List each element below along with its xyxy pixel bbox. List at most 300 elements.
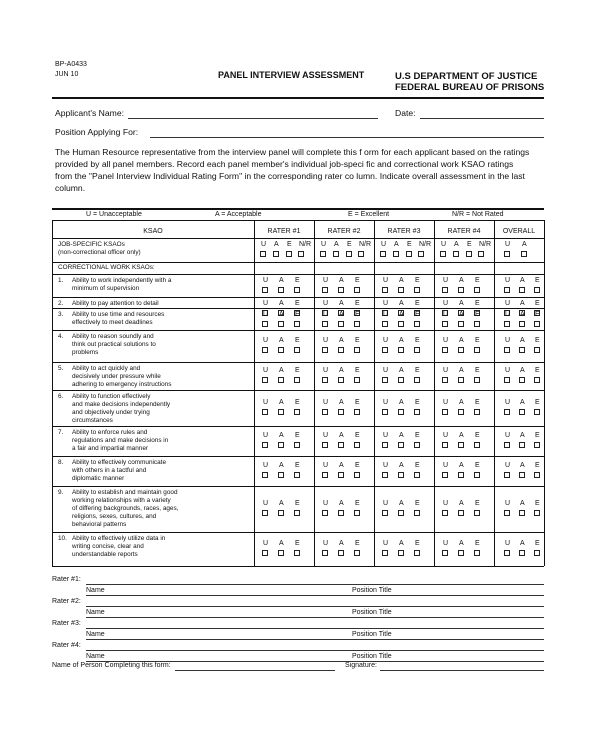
- signature-field[interactable]: [380, 670, 544, 671]
- ksao-text: Ability to use time and resources: [72, 311, 165, 318]
- rater1-e-checkbox[interactable]: [294, 287, 300, 293]
- rating-letter-a: A: [339, 311, 344, 318]
- rating-letter-a: A: [394, 241, 399, 248]
- rater1-a-checkbox[interactable]: [278, 510, 284, 516]
- rater4-u-checkbox[interactable]: [442, 409, 448, 415]
- rating-letter-a: A: [459, 337, 464, 344]
- legend-not-rated: N/R = Not Rated: [452, 211, 504, 218]
- rating-letter-e: E: [295, 367, 300, 374]
- rating-letter-a: A: [454, 241, 459, 248]
- rater3-a-checkbox[interactable]: [398, 510, 404, 516]
- overall-u-checkbox[interactable]: [504, 251, 510, 257]
- rating-letter-a: A: [339, 367, 344, 374]
- rating-letter-e: E: [535, 540, 540, 547]
- rating-letter-u: U: [443, 300, 449, 307]
- rater4-a-checkbox[interactable]: [453, 251, 459, 257]
- rater1-e-checkbox[interactable]: [294, 347, 300, 353]
- rater1-u-checkbox[interactable]: [262, 550, 268, 556]
- rater3-a-checkbox[interactable]: [398, 442, 404, 448]
- rater1-u-checkbox[interactable]: [262, 287, 268, 293]
- rater3-u-checkbox[interactable]: [382, 442, 388, 448]
- header-ksao: KSAO: [143, 228, 163, 235]
- rater4-a-checkbox[interactable]: [458, 287, 464, 293]
- rating-letter-e: E: [355, 462, 360, 469]
- rater1-e-checkbox[interactable]: [294, 442, 300, 448]
- rating-letter-u: U: [383, 337, 389, 344]
- rater2-e-checkbox[interactable]: [354, 550, 360, 556]
- rater4-a-checkbox[interactable]: [458, 472, 464, 478]
- rater2-a-checkbox[interactable]: [338, 321, 344, 327]
- rater3-a-checkbox[interactable]: [393, 251, 399, 257]
- rater4-a-checkbox[interactable]: [458, 321, 464, 327]
- rating-letter-a: A: [279, 311, 284, 318]
- rater4-e-checkbox[interactable]: [474, 347, 480, 353]
- overall-u-checkbox[interactable]: [504, 472, 510, 478]
- rater3-u-checkbox[interactable]: [382, 409, 388, 415]
- rating-letter-a: A: [399, 300, 404, 307]
- rater-name-line[interactable]: [86, 595, 544, 596]
- rater1-a-checkbox[interactable]: [278, 550, 284, 556]
- rater4-u-checkbox[interactable]: [442, 287, 448, 293]
- rater2-nr-checkbox[interactable]: [358, 251, 364, 257]
- rating-letter-u: U: [383, 277, 389, 284]
- overall-a-checkbox[interactable]: [519, 472, 525, 478]
- rater-signature-line[interactable]: [86, 584, 544, 585]
- overall-u-checkbox[interactable]: [504, 510, 510, 516]
- rater3-u-checkbox[interactable]: [382, 321, 388, 327]
- form-date: JUN 10: [55, 71, 79, 78]
- table-rule: [52, 220, 544, 221]
- overall-a-checkbox[interactable]: [519, 550, 525, 556]
- rating-letter-e: E: [295, 462, 300, 469]
- rating-letter-e: E: [415, 500, 420, 507]
- rater2-u-checkbox[interactable]: [322, 347, 328, 353]
- rating-letter-e: E: [355, 337, 360, 344]
- rater2-a-checkbox[interactable]: [338, 510, 344, 516]
- rater2-a-checkbox[interactable]: [338, 409, 344, 415]
- rater2-a-checkbox[interactable]: [338, 287, 344, 293]
- rater1-u-checkbox[interactable]: [262, 321, 268, 327]
- rating-letter-e: E: [355, 399, 360, 406]
- rater2-u-checkbox[interactable]: [322, 287, 328, 293]
- rater3-nr-checkbox[interactable]: [418, 251, 424, 257]
- rating-letter-e: E: [355, 300, 360, 307]
- rater4-u-checkbox[interactable]: [440, 251, 446, 257]
- rater3-u-checkbox[interactable]: [382, 472, 388, 478]
- overall-e-checkbox[interactable]: [534, 287, 540, 293]
- rater3-e-checkbox[interactable]: [414, 377, 420, 383]
- ksao-number: 6.: [58, 393, 64, 400]
- rater2-a-checkbox[interactable]: [333, 251, 339, 257]
- rating-letter-e: E: [295, 311, 300, 318]
- rater1-u-checkbox[interactable]: [262, 409, 268, 415]
- applicant-name-field[interactable]: [128, 118, 378, 119]
- rater3-u-checkbox[interactable]: [382, 377, 388, 383]
- rater1-a-checkbox[interactable]: [278, 409, 284, 415]
- rater3-a-checkbox[interactable]: [398, 347, 404, 353]
- rating-letter-e: E: [295, 300, 300, 307]
- rating-letter-e: E: [355, 311, 360, 318]
- rating-letter-u: U: [323, 367, 329, 374]
- rater1-a-checkbox[interactable]: [278, 442, 284, 448]
- rating-letter-a: A: [399, 367, 404, 374]
- rater3-e-checkbox[interactable]: [414, 510, 420, 516]
- rater3-u-checkbox[interactable]: [382, 347, 388, 353]
- table-rule: [52, 262, 544, 263]
- ksao-text: circumstances: [72, 417, 113, 424]
- rater2-e-checkbox[interactable]: [354, 347, 360, 353]
- rating-letter-e: E: [535, 277, 540, 284]
- rater1-u-checkbox[interactable]: [262, 377, 268, 383]
- rater4-a-checkbox[interactable]: [458, 377, 464, 383]
- rater2-e-checkbox[interactable]: [354, 287, 360, 293]
- overall-u-checkbox[interactable]: [504, 287, 510, 293]
- overall-a-checkbox[interactable]: [519, 377, 525, 383]
- rating-letter-e: E: [475, 367, 480, 374]
- rating-letter-u: U: [383, 300, 389, 307]
- rater4-a-checkbox[interactable]: [458, 409, 464, 415]
- legend-acceptable: A = Acceptable: [215, 211, 262, 218]
- rating-letter-a: A: [459, 462, 464, 469]
- table-rule: [52, 566, 544, 567]
- rater2-a-checkbox[interactable]: [338, 472, 344, 478]
- rating-letter-a: A: [459, 500, 464, 507]
- overall-u-checkbox[interactable]: [504, 409, 510, 415]
- rater3-e-checkbox[interactable]: [414, 347, 420, 353]
- rater3-u-checkbox[interactable]: [382, 510, 388, 516]
- overall-e-checkbox[interactable]: [534, 347, 540, 353]
- rater4-e-checkbox[interactable]: [466, 251, 472, 257]
- ksao-text: diplomatic manner: [72, 475, 125, 482]
- rating-letter-e: E: [475, 300, 480, 307]
- rater2-e-checkbox[interactable]: [354, 510, 360, 516]
- overall-e-checkbox[interactable]: [534, 472, 540, 478]
- overall-u-checkbox[interactable]: [504, 321, 510, 327]
- rating-letter-a: A: [279, 300, 284, 307]
- rating-letter-e: E: [415, 300, 420, 307]
- rater3-a-checkbox[interactable]: [398, 472, 404, 478]
- rating-letter-u: U: [505, 540, 511, 547]
- rater3-e-checkbox[interactable]: [414, 287, 420, 293]
- rating-letter-e: E: [355, 432, 360, 439]
- rating-letter-a: A: [339, 277, 344, 284]
- rating-letter-a: A: [520, 432, 525, 439]
- rater-signature-line[interactable]: [86, 628, 544, 629]
- rater1-a-checkbox[interactable]: [278, 472, 284, 478]
- rater2-a-checkbox[interactable]: [338, 442, 344, 448]
- rater-signature-line[interactable]: [86, 606, 544, 607]
- rater1-u-checkbox[interactable]: [262, 347, 268, 353]
- completer-name-field[interactable]: [175, 670, 335, 671]
- rater-name-caption: Name: [86, 653, 105, 660]
- rating-letter-e: E: [415, 540, 420, 547]
- rating-letter-a: A: [522, 241, 527, 248]
- rating-letter-u: U: [505, 500, 511, 507]
- rater4-u-checkbox[interactable]: [442, 550, 448, 556]
- overall-a-checkbox[interactable]: [519, 347, 525, 353]
- rater3-a-checkbox[interactable]: [398, 287, 404, 293]
- overall-a-checkbox[interactable]: [519, 442, 525, 448]
- signature-label: Signature:: [345, 662, 377, 669]
- ksao-text: problems: [72, 349, 99, 356]
- rater1-a-checkbox[interactable]: [278, 347, 284, 353]
- rater4-a-checkbox[interactable]: [458, 510, 464, 516]
- ksao-text: Ability to effectively utilize data in: [72, 535, 166, 542]
- rater1-a-checkbox[interactable]: [273, 251, 279, 257]
- rater1-nr-checkbox[interactable]: [298, 251, 304, 257]
- rater-signature-line[interactable]: [86, 650, 544, 651]
- rating-letter-a: A: [520, 500, 525, 507]
- rater2-a-checkbox[interactable]: [338, 347, 344, 353]
- rating-letter-u: U: [383, 311, 389, 318]
- rater1-u-checkbox[interactable]: [262, 510, 268, 516]
- rater-label: Rater #3:: [52, 620, 81, 627]
- rating-letter-a: A: [399, 311, 404, 318]
- ksao-text: Ability to establish and maintain good: [72, 489, 178, 496]
- form-code: BP-A0433: [55, 61, 87, 68]
- overall-e-checkbox[interactable]: [534, 377, 540, 383]
- rater2-u-checkbox[interactable]: [322, 321, 328, 327]
- rating-letter-e: E: [355, 540, 360, 547]
- legend-unacceptable: U = Unacceptable: [86, 211, 142, 218]
- rating-letter-e: E: [355, 367, 360, 374]
- rater4-nr-checkbox[interactable]: [478, 251, 484, 257]
- rating-letter-u: U: [505, 277, 511, 284]
- rater2-e-checkbox[interactable]: [346, 251, 352, 257]
- rater-name-line[interactable]: [86, 639, 544, 640]
- position-label: Position Applying For:: [55, 127, 139, 137]
- rater4-u-checkbox[interactable]: [442, 442, 448, 448]
- table-rule: [52, 486, 544, 487]
- instruction-line: The Human Resource representative from the interview panel will complete this f orm for each applicant based on the ratings: [55, 147, 530, 157]
- rater1-u-checkbox[interactable]: [262, 442, 268, 448]
- rater4-u-checkbox[interactable]: [442, 472, 448, 478]
- rating-letter-a: A: [399, 277, 404, 284]
- ksao-text: and make decisions independently: [72, 401, 171, 408]
- rating-letter-u: U: [443, 337, 449, 344]
- rater3-a-checkbox[interactable]: [398, 321, 404, 327]
- rater3-u-checkbox[interactable]: [380, 251, 386, 257]
- rater1-a-checkbox[interactable]: [278, 377, 284, 383]
- rater4-a-checkbox[interactable]: [458, 550, 464, 556]
- completer-label: Name of Person Completing this form:: [52, 662, 171, 669]
- rating-letter-u: U: [443, 500, 449, 507]
- agency-line1: U.S DEPARTMENT OF JUSTICE: [395, 71, 538, 82]
- overall-u-checkbox[interactable]: [504, 442, 510, 448]
- overall-a-checkbox[interactable]: [519, 510, 525, 516]
- rating-letter-a: A: [339, 500, 344, 507]
- rating-letter-u: U: [263, 311, 269, 318]
- ksao-text: regulations and make decisions in: [72, 437, 169, 444]
- table-column-rule: [494, 220, 495, 566]
- rater2-a-checkbox[interactable]: [338, 550, 344, 556]
- rating-letter-a: A: [520, 399, 525, 406]
- table-rule: [52, 297, 544, 298]
- ksao-text: Ability to work independently with a: [72, 277, 172, 284]
- rating-letter-u: U: [383, 432, 389, 439]
- instruction-line: from the "Panel Interview Individual Rating Form" in the corresponding rater co lumn. Indicate overall assessment in the last: [55, 171, 525, 181]
- rater1-e-checkbox[interactable]: [294, 472, 300, 478]
- table-rule: [52, 532, 544, 533]
- rater3-e-checkbox[interactable]: [414, 409, 420, 415]
- rating-letter-a: A: [399, 337, 404, 344]
- rating-letter-a: A: [339, 337, 344, 344]
- rating-letter-a: A: [399, 462, 404, 469]
- table-rule: [52, 426, 544, 427]
- rater4-a-checkbox[interactable]: [458, 347, 464, 353]
- rating-letter-u: U: [443, 277, 449, 284]
- rater2-u-checkbox[interactable]: [322, 550, 328, 556]
- rater2-e-checkbox[interactable]: [354, 442, 360, 448]
- instruction-line: provided by all panel members. Record each panel member's individual job-speci fic and correctional work KSAO ratings: [55, 159, 514, 169]
- rater1-a-checkbox[interactable]: [278, 321, 284, 327]
- overall-e-checkbox[interactable]: [534, 550, 540, 556]
- overall-e-checkbox[interactable]: [534, 442, 540, 448]
- rating-letter-a: A: [520, 300, 525, 307]
- rater4-e-checkbox[interactable]: [474, 550, 480, 556]
- overall-e-checkbox[interactable]: [534, 321, 540, 327]
- rater4-u-checkbox[interactable]: [442, 377, 448, 383]
- ksao-text: Ability to function effectively: [72, 393, 151, 400]
- rating-letter-e: E: [415, 462, 420, 469]
- rater4-e-checkbox[interactable]: [474, 409, 480, 415]
- rating-letter-a: A: [520, 367, 525, 374]
- rater1-e-checkbox[interactable]: [294, 510, 300, 516]
- rater4-u-checkbox[interactable]: [442, 510, 448, 516]
- rater2-u-checkbox[interactable]: [322, 409, 328, 415]
- rater4-u-checkbox[interactable]: [442, 321, 448, 327]
- table-column-rule: [52, 220, 53, 566]
- header-rater3: RATER #3: [387, 228, 421, 235]
- rater3-a-checkbox[interactable]: [398, 409, 404, 415]
- rater4-e-checkbox[interactable]: [474, 442, 480, 448]
- overall-a-checkbox[interactable]: [519, 321, 525, 327]
- ksao-text: think out practical solutions to: [72, 341, 156, 348]
- rating-letter-u: U: [323, 540, 329, 547]
- rating-letter-a: A: [339, 540, 344, 547]
- ksao-text: and objectively under trying: [72, 409, 150, 416]
- rater1-u-checkbox[interactable]: [262, 472, 268, 478]
- rater1-e-checkbox[interactable]: [294, 377, 300, 383]
- rating-letter-a: A: [279, 367, 284, 374]
- overall-u-checkbox[interactable]: [504, 550, 510, 556]
- overall-u-checkbox[interactable]: [504, 347, 510, 353]
- rater2-u-checkbox[interactable]: [322, 377, 328, 383]
- rater3-e-checkbox[interactable]: [414, 472, 420, 478]
- rating-letter-u: U: [263, 462, 269, 469]
- rating-letter-a: A: [520, 540, 525, 547]
- rating-letter-u: U: [505, 337, 511, 344]
- rater-name-caption: Name: [86, 587, 105, 594]
- table-column-rule: [374, 220, 375, 566]
- agency-line2: FEDERAL BUREAU OF PRISONS: [395, 82, 545, 93]
- rating-letter-e: E: [475, 462, 480, 469]
- rater3-e-checkbox[interactable]: [406, 251, 412, 257]
- rater4-e-checkbox[interactable]: [474, 472, 480, 478]
- rater2-e-checkbox[interactable]: [354, 377, 360, 383]
- rating-letter-a: A: [279, 337, 284, 344]
- rater1-e-checkbox[interactable]: [286, 251, 292, 257]
- rating-letter-u: U: [323, 311, 329, 318]
- applicant-name-label: Applicant's Name:: [55, 108, 124, 118]
- table-rule: [52, 390, 544, 391]
- rater-label: Rater #4:: [52, 642, 81, 649]
- rater4-a-checkbox[interactable]: [458, 442, 464, 448]
- overall-e-checkbox[interactable]: [534, 510, 540, 516]
- rater2-e-checkbox[interactable]: [354, 409, 360, 415]
- rater2-u-checkbox[interactable]: [322, 442, 328, 448]
- ksao-text: working relationships with a variety: [72, 497, 171, 504]
- rater1-e-checkbox[interactable]: [294, 550, 300, 556]
- rater2-e-checkbox[interactable]: [354, 472, 360, 478]
- rating-letter-u: U: [323, 462, 329, 469]
- rating-letter-e: E: [535, 337, 540, 344]
- rater4-e-checkbox[interactable]: [474, 287, 480, 293]
- rating-letter-u: U: [383, 540, 389, 547]
- rater4-e-checkbox[interactable]: [474, 321, 480, 327]
- rating-letter-u: U: [383, 462, 389, 469]
- rater1-e-checkbox[interactable]: [294, 321, 300, 327]
- position-field[interactable]: [150, 137, 544, 138]
- rater1-u-checkbox[interactable]: [260, 251, 266, 257]
- rating-letter-a: A: [399, 399, 404, 406]
- rater2-e-checkbox[interactable]: [354, 321, 360, 327]
- ksao-text: decisively under pressure while: [72, 373, 161, 380]
- overall-e-checkbox[interactable]: [534, 409, 540, 415]
- rating-letter-a: A: [279, 277, 284, 284]
- rating-letter-u: U: [443, 462, 449, 469]
- ksao-number: 4.: [58, 333, 64, 340]
- rating-letter-e: E: [347, 241, 352, 248]
- rating-letter-e: E: [415, 277, 420, 284]
- rater2-a-checkbox[interactable]: [338, 377, 344, 383]
- rating-letter-a: A: [459, 399, 464, 406]
- rater3-e-checkbox[interactable]: [414, 442, 420, 448]
- overall-u-checkbox[interactable]: [504, 377, 510, 383]
- rater-name-line[interactable]: [86, 617, 544, 618]
- rater3-u-checkbox[interactable]: [382, 287, 388, 293]
- rater1-a-checkbox[interactable]: [278, 287, 284, 293]
- rater4-e-checkbox[interactable]: [474, 510, 480, 516]
- rating-letter-u: U: [505, 311, 511, 318]
- rater3-a-checkbox[interactable]: [398, 550, 404, 556]
- date-field[interactable]: [420, 118, 544, 119]
- ksao-text: behavioral patterns: [72, 521, 127, 528]
- rater2-u-checkbox[interactable]: [322, 472, 328, 478]
- header-rater2: RATER #2: [327, 228, 361, 235]
- rating-letter-e: E: [415, 311, 420, 318]
- rater2-u-checkbox[interactable]: [320, 251, 326, 257]
- rating-letter-u: U: [263, 367, 269, 374]
- overall-a-checkbox[interactable]: [521, 251, 527, 257]
- rater3-u-checkbox[interactable]: [382, 550, 388, 556]
- rater3-e-checkbox[interactable]: [414, 321, 420, 327]
- rating-letter-u: U: [263, 432, 269, 439]
- ksao-text: minimum of supervision: [72, 285, 140, 292]
- rater2-u-checkbox[interactable]: [322, 510, 328, 516]
- overall-a-checkbox[interactable]: [519, 409, 525, 415]
- rater3-a-checkbox[interactable]: [398, 377, 404, 383]
- rating-letter-u: U: [323, 300, 329, 307]
- rater3-e-checkbox[interactable]: [414, 550, 420, 556]
- rating-letter-e: E: [295, 540, 300, 547]
- rater1-e-checkbox[interactable]: [294, 409, 300, 415]
- rating-letter-u: U: [323, 399, 329, 406]
- ksao-text: writing concise, clear and: [72, 543, 144, 550]
- overall-a-checkbox[interactable]: [519, 287, 525, 293]
- rater4-e-checkbox[interactable]: [474, 377, 480, 383]
- rater4-u-checkbox[interactable]: [442, 347, 448, 353]
